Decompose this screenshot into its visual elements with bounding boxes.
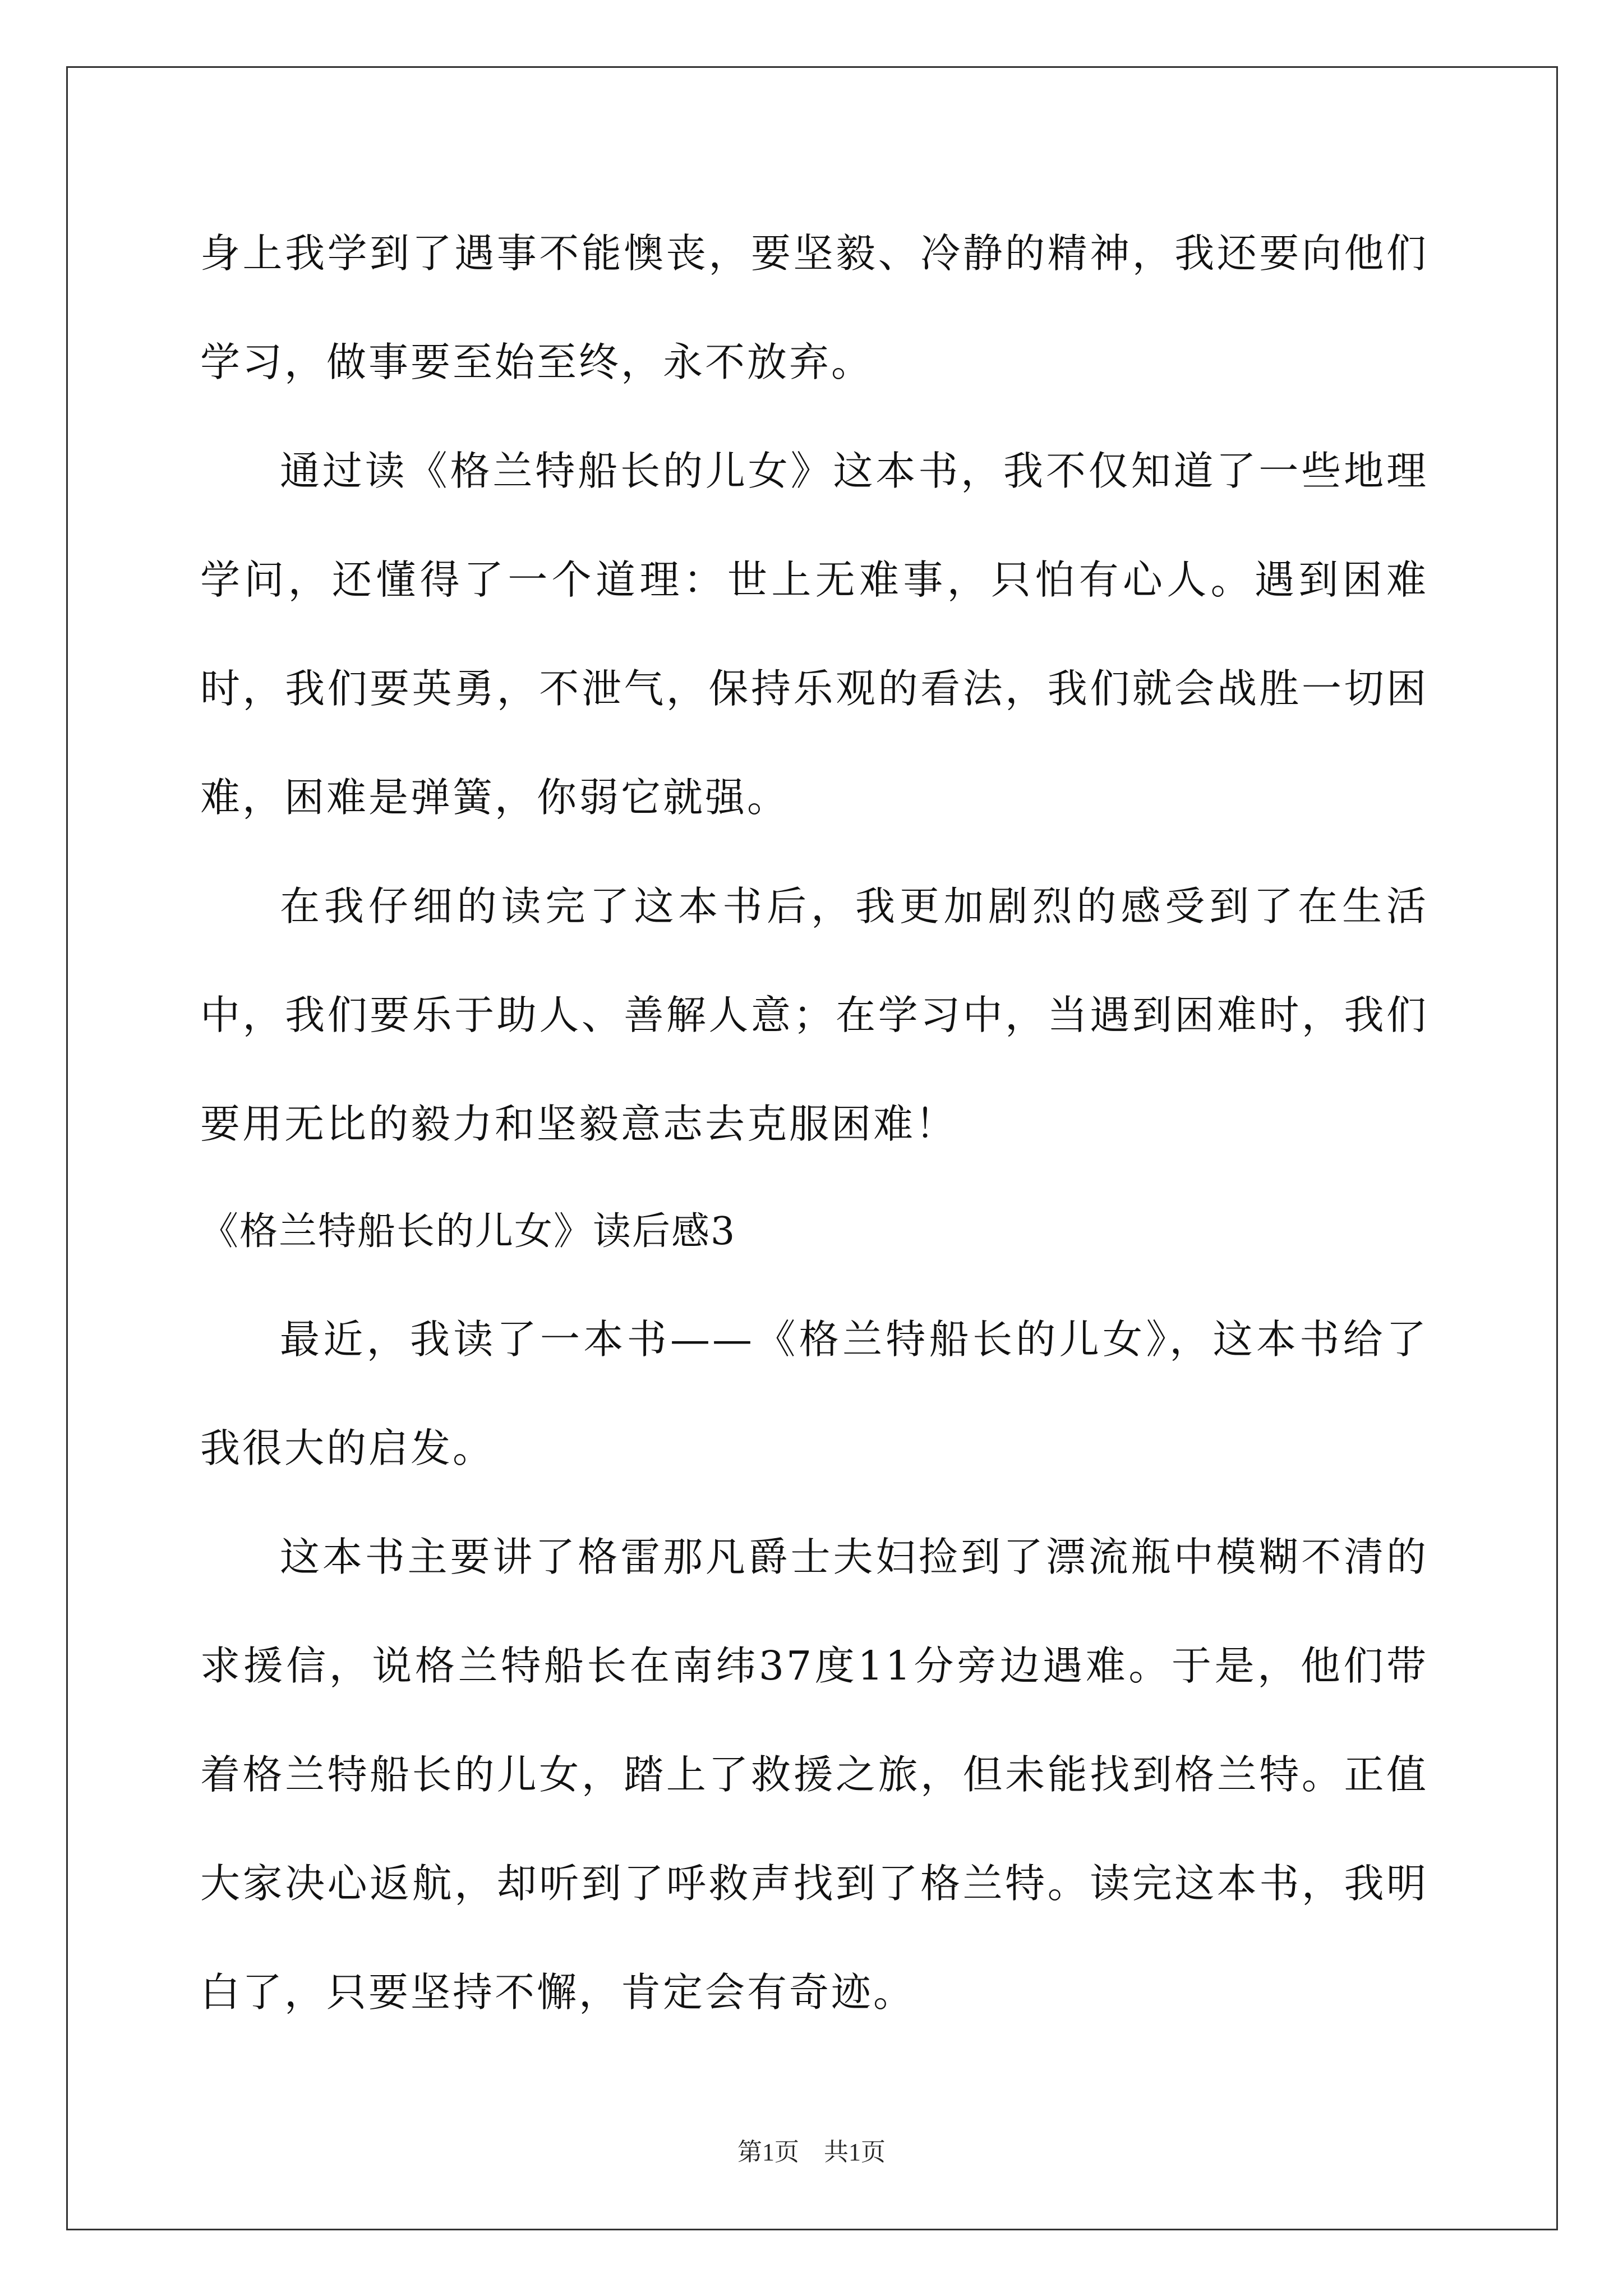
paragraph: 通过读《格兰特船长的儿女》这本书，我不仅知道了一些地理学问，还懂得了一个道理：世上无难事，只怕有心人。遇到困难时，我们要英勇，不泄气，保持乐观的看法，我们就会战胜一切困难，困难是弹簧，你弱它就强。 [200,448,1428,821]
paragraph: 在我仔细的读完了这本书后，我更加剧烈的感受到了在生活中，我们要乐于助人、善解人意；在学习中，当遇到困难时，我们要用无比的毅力和坚毅意志去克服困难！ [200,883,1428,1147]
paragraph: 最近，我读了一本书——《格兰特船长的儿女》，这本书给了我很大的启发。 [200,1316,1428,1471]
paragraph: 这本书主要讲了格雷那凡爵士夫妇捡到了漂流瓶中模糊不清的求援信，说格兰特船长在南纬37度11分旁边遇难。于是，他们带着格兰特船长的儿女，踏上了救援之旅，但未能找到格兰特。正值大家决心返航，却听到了呼救声找到了格兰特。读完这本书，我明白了，只要坚持不懈，肯定会有奇迹。 [200,1534,1428,2016]
page-number-footer: 第1页 共1页 [737,2138,886,2166]
section-heading: 《格兰特船长的儿女》读后感3 [200,1209,736,1254]
document-body [200,199,1428,2047]
paragraph: 身上我学到了遇事不能懊丧，要坚毅、冷静的精神，我还要向他们学习，做事要至始至终，永不放弃。 [200,230,1428,385]
